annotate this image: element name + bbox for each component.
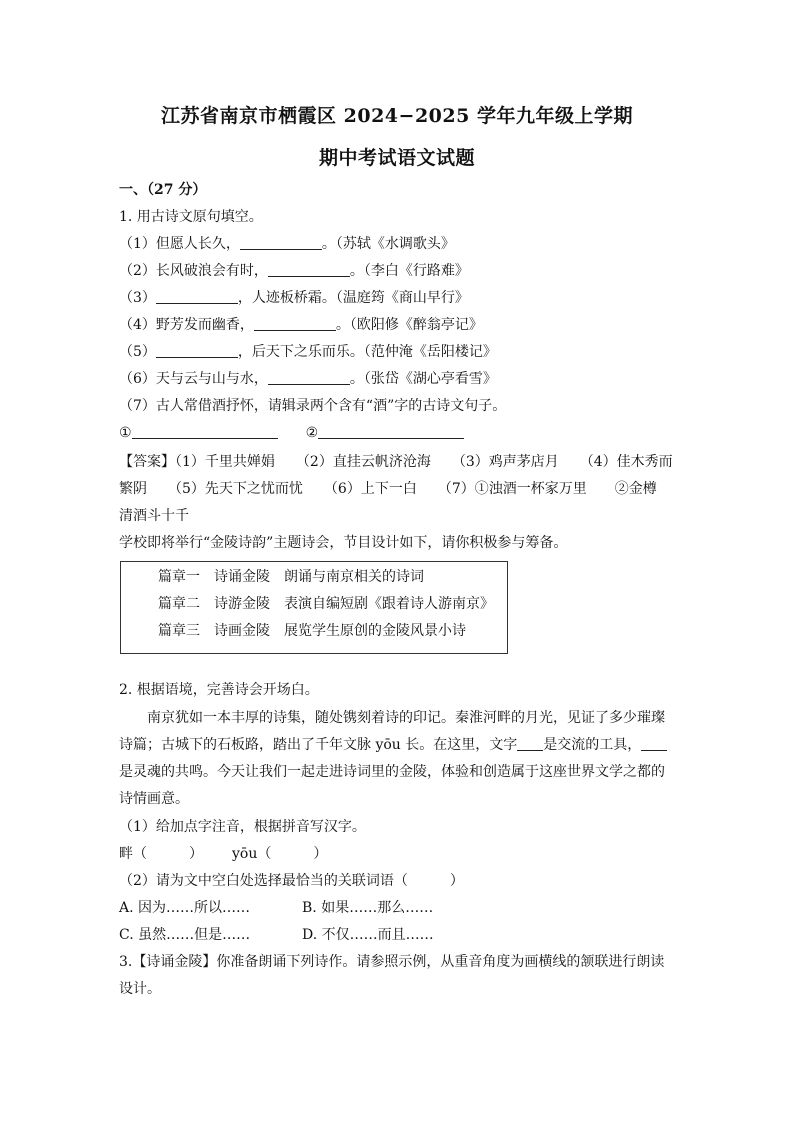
program-row [158,621,480,641]
passage-line: 诗情画意。 [119,791,189,807]
option-c[interactable]: C. 虽然……但是…… [119,927,251,943]
question-3-prompt-cont: 设计。 [119,981,161,997]
fill-item: yōu（ ） [232,846,328,862]
chapter-name: 诗诵金陵 [214,569,270,585]
answer-blank[interactable] [240,235,322,250]
item-text: （1）但愿人长久， [119,236,240,252]
passage-line: 南京犹如一本丰厚的诗集，随处镌刻着诗的印记。秦淮河畔的月光，见证了多少璀璨 [147,710,665,726]
question-2-sub1: （1）给加点字注音，根据拼音写汉字。 [119,819,366,835]
chapter-desc: 表演自编短剧《跟着诗人游南京》 [284,596,494,612]
item-text: （5） [119,344,156,360]
option-row [119,898,434,918]
item-text: ，人迹板桥霜。（温庭筠《商山早行》 [237,290,469,306]
chapter-name: 诗画金陵 [214,623,270,639]
document-subtitle: 期中考试语文试题 [318,147,475,169]
answer-blank[interactable] [517,736,543,751]
program-table [120,561,508,654]
answer-blank[interactable] [268,370,350,385]
item-text: 。（李白《行路难》 [349,263,469,279]
program-row [158,567,438,587]
question-2-prompt: 2. 根据语境，完善诗会开场白。 [119,682,319,698]
section-heading: 一、（27 分） [119,182,207,198]
item-text: （3） [119,290,156,306]
program-row [158,594,508,614]
document-title: 江苏省南京市栖霞区 2024−2025 学年九年级上学期 [161,105,633,127]
fill-item: 畔（ ） [119,846,203,862]
question-1-item [119,315,483,335]
passage-line: 是灵魂的共鸣。今天让我们一起走进诗词里的金陵，体验和创造属于这座世界文学之都的 [119,764,665,780]
question-1-item [119,288,469,308]
item-text: （2）长风破浪会有时， [119,263,268,279]
chapter-label: 篇章一 [158,569,200,585]
answer-blank[interactable] [318,424,464,439]
question-1-item [119,234,455,254]
answer-line: 繁阴 （5）先天下之忧而忧 （6）上下一白 （7）①浊酒一杯家万里 ②金樽 [119,481,657,497]
item-text: 。（张岱《湖心亭看雪》 [349,371,497,387]
answer-line: 清酒斗十千 [119,508,189,524]
item-text: （6）天与云与山与水， [119,371,268,387]
answer-blank[interactable] [132,424,278,439]
answer-blank[interactable] [254,316,336,331]
question-1-item [119,342,497,362]
question-1-free-blanks [119,423,464,443]
item-text: 。（欧阳修《醉翁亭记》 [335,317,483,333]
passage-text: 诗篇；古城下的石板路，踏出了千年文脉 yōu 长。在这里，文字 [119,737,518,753]
option-d[interactable]: D. 不仅……而且…… [302,927,434,943]
item-text: （4）野芳发而幽香， [119,317,254,333]
blank-label: ① [119,425,132,441]
chapter-name: 诗游金陵 [214,596,270,612]
option-b[interactable]: B. 如果……那么…… [302,900,434,916]
question-2-fill-row [119,844,328,864]
answer-blank[interactable] [156,343,238,358]
chapter-desc: 展览学生原创的金陵风景小诗 [284,623,466,639]
option-a[interactable]: A. 因为……所以…… [119,900,251,916]
passage-text: 是交流的工具， [543,737,642,753]
blank-label: ② [305,425,319,441]
answer-blank[interactable] [641,736,667,751]
chapter-desc: 朗诵与南京相关的诗词 [284,569,424,585]
passage-line [119,735,667,755]
question-2-sub2: （2）请为文中空白处选择最恰当的关联词语（ ） [119,873,464,889]
answer-line: 【答案】（1）千里共婵娟 （2）直挂云帆济沧海 （3）鸡声茅店月 （4）佳木秀而 [119,454,673,470]
question-1-item [119,261,469,281]
item-text: ，后天下之乐而乐。（范仲淹《岳阳楼记》 [237,344,497,360]
question-3-prompt: 3.【诗诵金陵】你准备朗诵下列诗作。请参照示例，从重音角度为画横线的颔联进行朗读 [119,954,665,970]
chapter-label: 篇章三 [158,623,200,639]
question-1-item [119,369,497,389]
item-text: 。（苏轼《水调歌头》 [321,236,455,252]
question-1-prompt: 1. 用古诗文原句填空。 [119,209,263,225]
chapter-label: 篇章二 [158,596,200,612]
event-intro: 学校即将举行“金陵诗韵”主题诗会，节目设计如下，请你积极参与筹备。 [119,535,568,551]
option-row [119,925,434,945]
answer-blank[interactable] [156,289,238,304]
answer-blank[interactable] [268,262,350,277]
question-1-item-7: （7）古人常借酒抒怀，请辑录两个含有“酒”字的古诗文句子。 [119,398,507,414]
